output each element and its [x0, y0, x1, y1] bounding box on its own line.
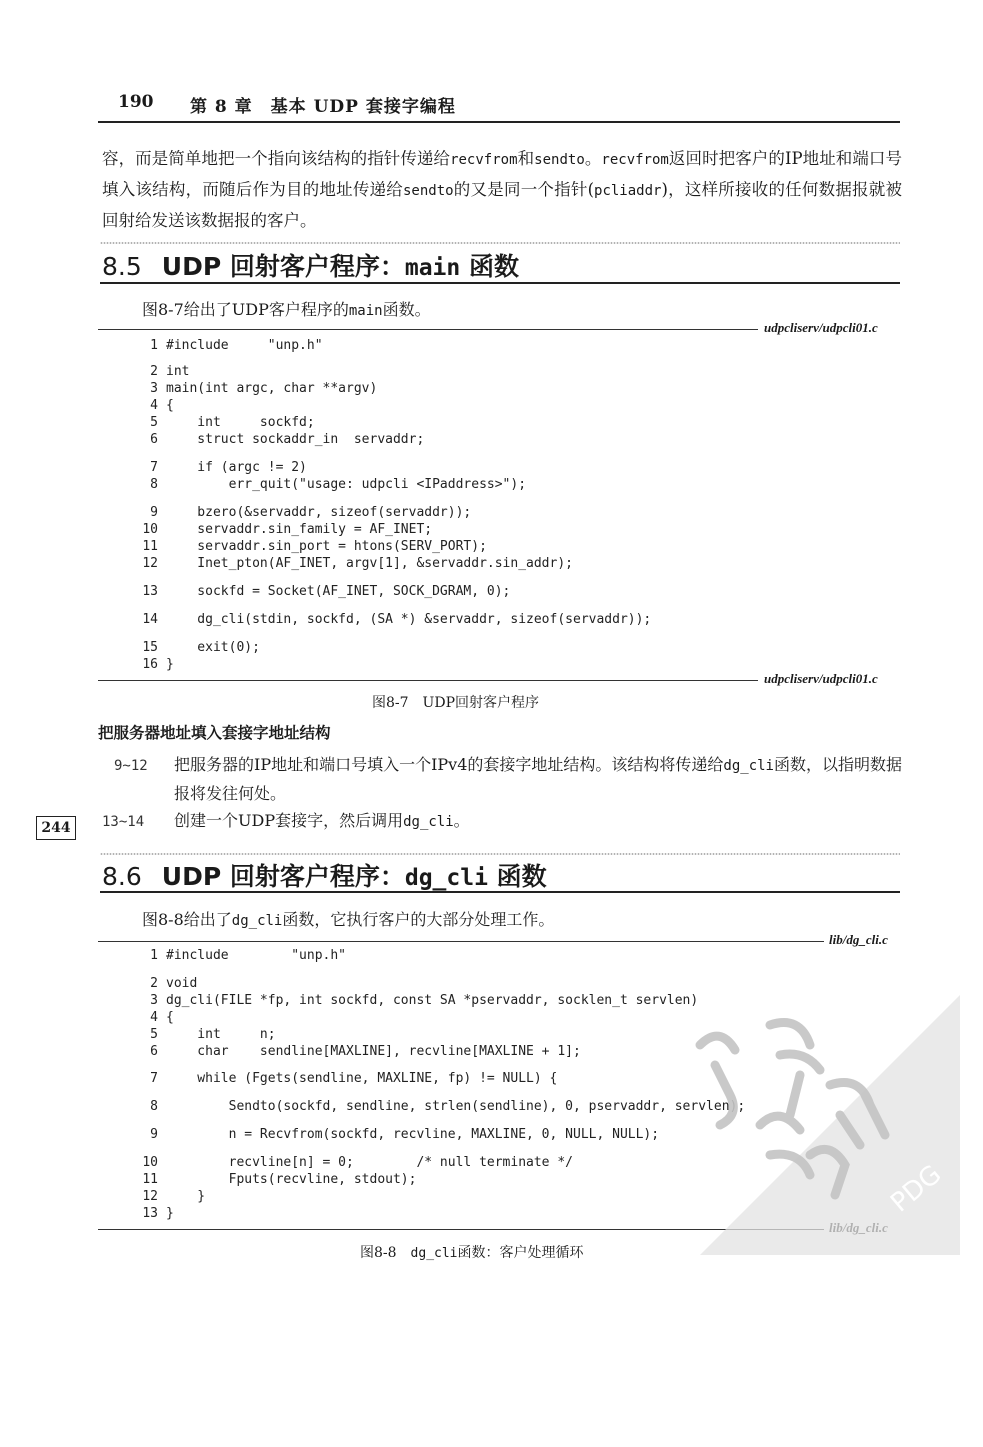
- code-span: dg_cli: [231, 913, 283, 929]
- text-span: 函数，它执行客户的大部分处理工作。: [282, 910, 555, 929]
- line-number: 11: [142, 539, 158, 554]
- code-text: char sendline[MAXLINE], recvline[MAXLINE + 1];: [166, 1044, 581, 1059]
- code-text: }: [166, 1189, 206, 1204]
- code-line: [136, 459, 307, 476]
- code-text: #include "unp.h": [166, 948, 347, 963]
- explain-heading: 把服务器地址填入套接字地址结构: [98, 724, 331, 742]
- line-number: 4: [150, 398, 158, 413]
- code-line: [136, 414, 315, 431]
- line-number: 7: [150, 1071, 158, 1086]
- section-8-5-title: [102, 247, 519, 283]
- code-span: pcliaddr: [594, 183, 662, 199]
- code-text: recvline[n] = 0; /* null terminate */: [166, 1155, 573, 1170]
- explain-item-2: [174, 807, 902, 836]
- code-text: Inet_pton(AF_INET, argv[1], &servaddr.sin_addr);: [166, 556, 573, 571]
- code-line: [136, 583, 510, 600]
- code-line: [136, 1043, 581, 1060]
- code-text: struct sockaddr_in servaddr;: [166, 432, 425, 447]
- line-number: 14: [142, 612, 158, 627]
- code-text: Sendto(sockfd, sendline, strlen(sendline), 0, pservaddr, servlen);: [166, 1099, 746, 1114]
- section-number: 8.5: [102, 252, 142, 281]
- line-number: 9: [150, 1127, 158, 1142]
- text-span: )，这样所接收的任何数据报就被回射给发送该数据报的客户。: [102, 180, 903, 230]
- code-span: dg_cli: [723, 758, 774, 774]
- watermark-label: PDG: [885, 1159, 948, 1219]
- text-span: 图8-7给出了UDP客户程序的: [142, 300, 349, 319]
- file-label-bottom: udpcliserv/udpcli01.c: [764, 671, 878, 686]
- line-number: 13: [142, 584, 158, 599]
- line-number: 15: [142, 640, 158, 655]
- section-dotted-rule: [100, 241, 900, 245]
- code-text: bzero(&servaddr, sizeof(servaddr));: [166, 505, 472, 520]
- code-span: sendto: [403, 183, 454, 199]
- header-rule: [98, 121, 900, 123]
- code-text: dg_cli(FILE *fp, int sockfd, const SA *pservaddr, socklen_t servlen): [166, 993, 699, 1008]
- line-number: 12: [142, 556, 158, 571]
- code-line: [136, 975, 197, 992]
- code-span: sendto: [534, 152, 585, 168]
- code-line: [136, 397, 174, 414]
- code-span: recvfrom: [601, 152, 669, 168]
- line-number: 1: [150, 948, 158, 963]
- code-span: dg_cli: [403, 814, 454, 830]
- line-number: 2: [150, 364, 158, 379]
- code-text: dg_cli(stdin, sockfd, (SA *) &servaddr, sizeof(servaddr));: [166, 612, 652, 627]
- code-text: {: [166, 398, 174, 413]
- code-span: dg_cli: [410, 1246, 458, 1261]
- code-text: sockfd = Socket(AF_INET, SOCK_DGRAM, 0);: [166, 584, 511, 599]
- code-text: int: [166, 364, 190, 379]
- text-span: 把服务器的IP地址和端口号填入一个IPv4的套接字地址结构。该结构将传递给: [174, 755, 724, 774]
- code-line: [136, 1070, 557, 1087]
- code-line: [136, 363, 189, 380]
- line-number: 1: [150, 338, 158, 353]
- section-title-code: dg_cli: [404, 865, 488, 891]
- code-text: err_quit("usage: udpcli <IPaddress>");: [166, 477, 527, 492]
- code-text: int sockfd;: [166, 415, 315, 430]
- section-rule: [100, 282, 900, 284]
- code-text: main(int argc, char **argv): [166, 381, 378, 396]
- code-line: [136, 1009, 174, 1026]
- code-line: [136, 1188, 205, 1205]
- figure-intro-8-7: [142, 297, 431, 320]
- code-line: [136, 538, 487, 555]
- code-span: main: [348, 303, 383, 319]
- code-line: [136, 431, 424, 448]
- code-line: [136, 947, 346, 964]
- code-text: n = Recvfrom(sockfd, recvline, MAXLINE, 0, NULL, NULL);: [166, 1127, 660, 1142]
- file-label-top: lib/dg_cli.c: [829, 932, 888, 947]
- section-8-6-title: [102, 857, 547, 893]
- code-line: [136, 337, 323, 354]
- code-bottom-rule: [98, 680, 758, 681]
- code-text: #include "unp.h": [166, 338, 323, 353]
- line-number: 7: [150, 460, 158, 475]
- line-number: 4: [150, 1010, 158, 1025]
- text-span: 。: [584, 149, 602, 168]
- code-text: {: [166, 1010, 174, 1025]
- line-number: 10: [142, 1155, 158, 1170]
- code-line: [136, 1205, 174, 1222]
- line-number: 3: [150, 993, 158, 1008]
- code-line: [136, 521, 432, 538]
- file-label-top: udpcliserv/udpcli01.c: [764, 320, 878, 335]
- line-range: 13~14: [102, 814, 145, 830]
- line-number: 8: [150, 1099, 158, 1114]
- code-line: [136, 476, 526, 493]
- code-line: [136, 611, 651, 628]
- code-text: void: [166, 976, 198, 991]
- line-number: 9: [150, 505, 158, 520]
- code-text: exit(0);: [166, 640, 260, 655]
- code-top-rule: [98, 941, 824, 942]
- code-text: int n;: [166, 1027, 276, 1042]
- code-line: [136, 992, 698, 1009]
- text-span: 的又是同一个指针(: [453, 180, 595, 199]
- text-span: 图8-8: [360, 1245, 411, 1261]
- chapter-header: 第 8 章 基本 UDP 套接字编程: [190, 97, 456, 117]
- line-number: 13: [142, 1206, 158, 1221]
- code-line: [136, 1098, 745, 1115]
- code-text: if (argc != 2): [166, 460, 307, 475]
- line-number: 8: [150, 477, 158, 492]
- code-line: [136, 639, 260, 656]
- line-number: 10: [142, 522, 158, 537]
- section-dotted-rule: [100, 852, 900, 856]
- section-title-text: UDP 回射客户程序：: [161, 862, 405, 891]
- line-number: 6: [150, 1044, 158, 1059]
- text-span: 。: [453, 811, 470, 830]
- margin-page-number: 244: [36, 816, 76, 840]
- text-span: 返回时把客户的IP地址和端口号填入该结构，而随后作为目的地址传递给: [102, 149, 903, 199]
- text-span: 容，而是简单地把一个指向该结构的指针传递给: [102, 149, 451, 168]
- line-number: 5: [150, 1027, 158, 1042]
- code-text: Fputs(recvline, stdout);: [166, 1172, 417, 1187]
- code-text: }: [166, 657, 174, 672]
- intro-paragraph: [102, 144, 902, 235]
- code-line: [136, 555, 573, 572]
- line-number: 16: [142, 657, 158, 672]
- code-span: recvfrom: [450, 152, 518, 168]
- line-number: 11: [142, 1172, 158, 1187]
- code-text: servaddr.sin_family = AF_INET;: [166, 522, 433, 537]
- code-text: while (Fgets(sendline, MAXLINE, fp) != NULL) {: [166, 1071, 558, 1086]
- line-number: 12: [142, 1189, 158, 1204]
- line-range: 9~12: [114, 758, 148, 774]
- text-span: 函数，以指明数据报将发往何处。: [174, 755, 902, 803]
- section-number: 8.6: [102, 862, 142, 891]
- code-line: [136, 656, 174, 673]
- figure-intro-8-8: [142, 907, 554, 930]
- text-span: 函数。: [382, 300, 431, 319]
- text-span: 函数：客户处理循环: [457, 1245, 584, 1261]
- section-rule: [100, 891, 900, 893]
- text-span: 创建一个UDP套接字，然后调用: [174, 811, 404, 830]
- section-title-code: main: [404, 255, 461, 281]
- code-text: servaddr.sin_port = htons(SERV_PORT);: [166, 539, 487, 554]
- code-line: [136, 1154, 573, 1171]
- code-text: }: [166, 1206, 174, 1221]
- line-number: 3: [150, 381, 158, 396]
- explain-item-1: [174, 751, 902, 808]
- line-number: 5: [150, 415, 158, 430]
- figure-caption-8-7: 图8-7 UDP回射客户程序: [372, 695, 539, 711]
- pdg-watermark-seal: [660, 955, 960, 1259]
- text-span: 图8-8给出了: [142, 910, 232, 929]
- code-line: [136, 1026, 276, 1043]
- code-line: [136, 1171, 416, 1188]
- section-title-text: UDP 回射客户程序：: [161, 252, 405, 281]
- section-title-text: 函数: [487, 862, 547, 891]
- figure-caption-8-8: [360, 1242, 584, 1262]
- section-title-text: 函数: [460, 252, 519, 281]
- line-number: 2: [150, 976, 158, 991]
- line-number: 6: [150, 432, 158, 447]
- code-top-rule: [98, 329, 758, 330]
- code-line: [136, 504, 471, 521]
- code-line: [136, 1126, 659, 1143]
- page-number: 190: [118, 92, 154, 112]
- text-span: 和: [517, 149, 535, 168]
- code-line: [136, 380, 377, 397]
